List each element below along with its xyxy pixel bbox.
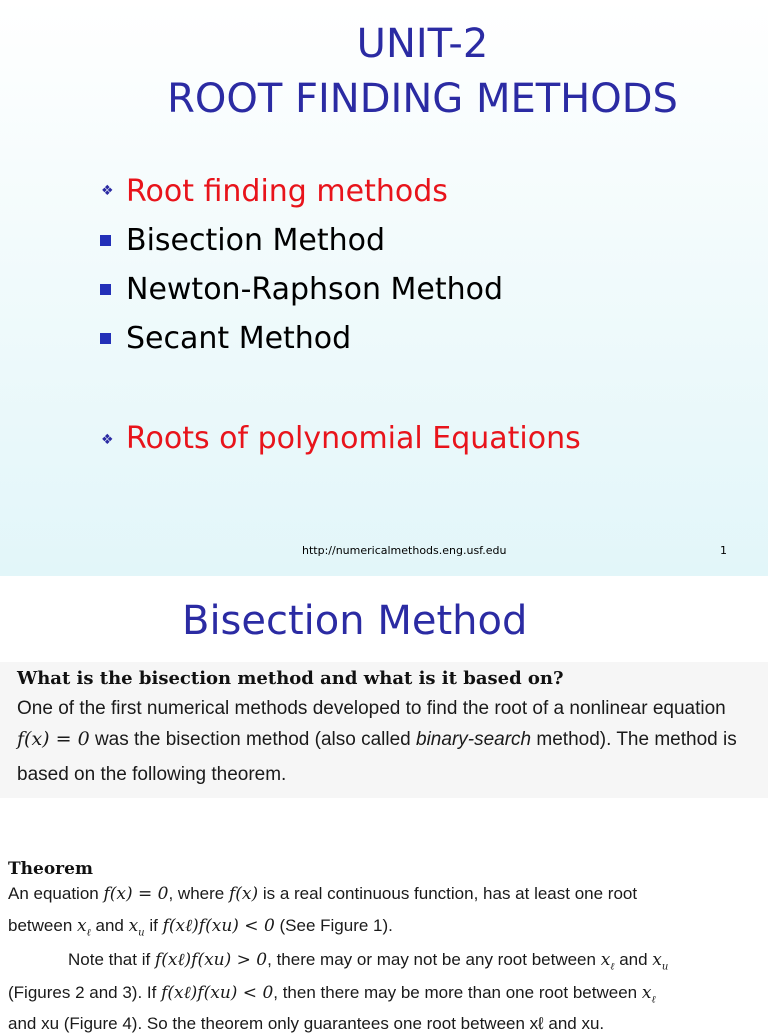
theorem-text: , there may or may not be any root between [267, 950, 601, 969]
intro-line-3: based on the following theorem. [17, 764, 287, 785]
slide-1-title-line1: UNIT-2 [356, 21, 489, 67]
question-heading: What is the bisection method and what is it based on? [17, 668, 564, 689]
square-bullet-icon [100, 235, 111, 246]
var-x-lower: $x_\ell$ [600, 950, 615, 973]
theorem-text: between [8, 916, 77, 935]
page-number: 1 [720, 544, 727, 557]
bullet-item: Newton-Raphson Method [126, 272, 504, 307]
theorem-line-3 [68, 950, 668, 972]
theorem-line-2 [8, 916, 393, 938]
theorem-text: (See Figure 1). [274, 916, 393, 935]
theorem-text: if [144, 916, 163, 935]
equation-fx-zero: f(x) = 0 [103, 884, 169, 904]
theorem-heading: Theorem [8, 859, 93, 879]
diamond-bullet-icon: ❖ [101, 183, 114, 199]
slide-2-title: Bisection Method [182, 598, 528, 644]
var-x-lower: $x_\ell$ [77, 916, 91, 939]
equation-fx-zero: f(x) = 0 [17, 728, 90, 750]
bullet-item: Secant Method [126, 321, 352, 356]
bullet-item: Roots of polynomial Equations [126, 421, 581, 456]
var-x-lower: $x_\ell$ [641, 983, 656, 1006]
bullet-item: Bisection Method [126, 223, 386, 258]
intro-panel [0, 662, 768, 798]
bullet-item: Root finding methods [126, 174, 448, 209]
binary-search-term: binary-search [416, 729, 532, 750]
intro-line-2-end: method). The method is [531, 729, 737, 750]
square-bullet-icon [100, 333, 111, 344]
slide-2 [0, 576, 768, 1033]
theorem-line-5: and xu (Figure 4). So the theorem only guarantees one root between xℓ and xu. [8, 1014, 605, 1033]
theorem-text: and [90, 916, 129, 935]
theorem-text: , where [168, 884, 229, 903]
condition-less-than-zero: f(xℓ)f(xu) < 0 [162, 916, 275, 936]
function-fx: f(x) [228, 884, 259, 904]
square-bullet-icon [100, 284, 111, 295]
footer-url[interactable]: http://numericalmethods.eng.usf.edu [302, 544, 507, 557]
intro-line-2-text: was the bisection method (also called [94, 729, 417, 750]
theorem-text: Note that if [68, 950, 155, 969]
condition-greater-than-zero: f(xℓ)f(xu) > 0 [154, 950, 268, 970]
condition-less-than-zero: f(xℓ)f(xu) < 0 [161, 983, 274, 1003]
var-x-upper: $x_u$ [128, 916, 145, 939]
theorem-text: and [614, 950, 653, 969]
intro-line-2 [17, 728, 737, 751]
diamond-bullet-icon: ❖ [101, 432, 114, 448]
theorem-line-4 [8, 983, 656, 1005]
theorem-text: An equation [8, 884, 104, 903]
theorem-text: is a real continuous function, has at least one root [258, 884, 638, 903]
theorem-text: (Figures 2 and 3). If [8, 983, 162, 1002]
slide-1-title-line2: ROOT FINDING METHODS [167, 76, 678, 122]
theorem-text: , then there may be more than one root between [273, 983, 642, 1002]
theorem-line-1 [8, 884, 637, 904]
intro-line-1: One of the first numerical methods developed to find the root of a nonlinear equation [17, 698, 726, 719]
var-x-upper: $x_u$ [652, 950, 669, 973]
